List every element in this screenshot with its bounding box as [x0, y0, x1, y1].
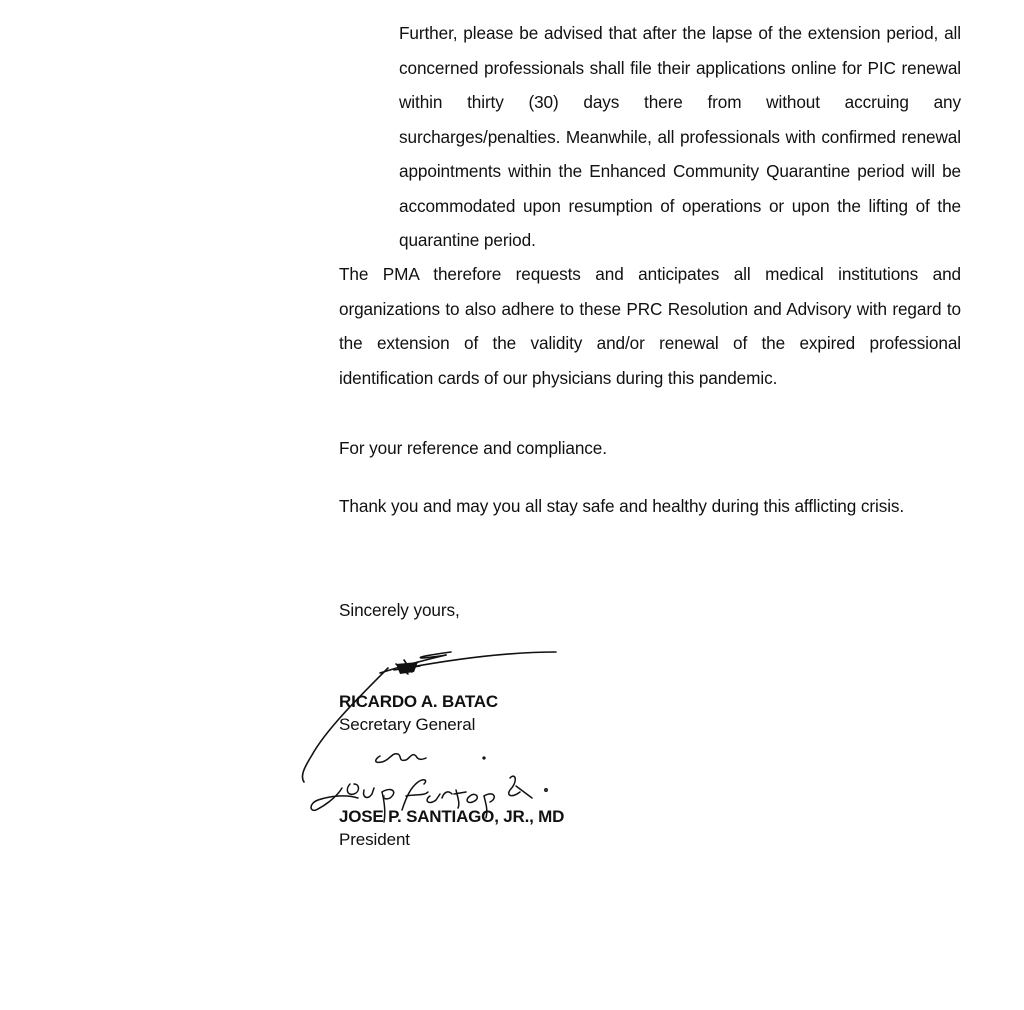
extension-paragraph: Further, please be advised that after the lapse of the extension period, all concerned professionals shall file their applications online for PIC renewal within thirty (30) days there from without accruing any surcharges/penalties. Meanwhile, all professionals with confirmed renewal appointments within the Enhanced Community Quarantine period will be accommodated upon resumption of operations or upon the lifting of the quarantine period. — [399, 23, 961, 250]
signatory-name: JOSE P. SANTIAGO, JR., MD — [339, 807, 565, 826]
signatory-title: President — [339, 830, 410, 849]
thanks-line: Thank you and may you all stay safe and healthy during this afflicting crisis. — [339, 496, 905, 516]
signatory-name: RICARDO A. BATAC — [339, 692, 498, 711]
signatory-secretary-general — [339, 690, 498, 736]
signatory-president — [339, 805, 564, 851]
reference-line: For your reference and compliance. — [339, 438, 607, 458]
request-paragraph: The PMA therefore requests and anticipates all medical institutions and organizations to also adhere to these PRC Resolution and Advisory with regard to the extension of the validity and/or renewal of the expired professional identification cards of our physicians during this pandemic. — [339, 264, 961, 388]
closing-salutation: Sincerely yours, — [339, 600, 460, 620]
signatory-title: Secretary General — [339, 715, 476, 734]
